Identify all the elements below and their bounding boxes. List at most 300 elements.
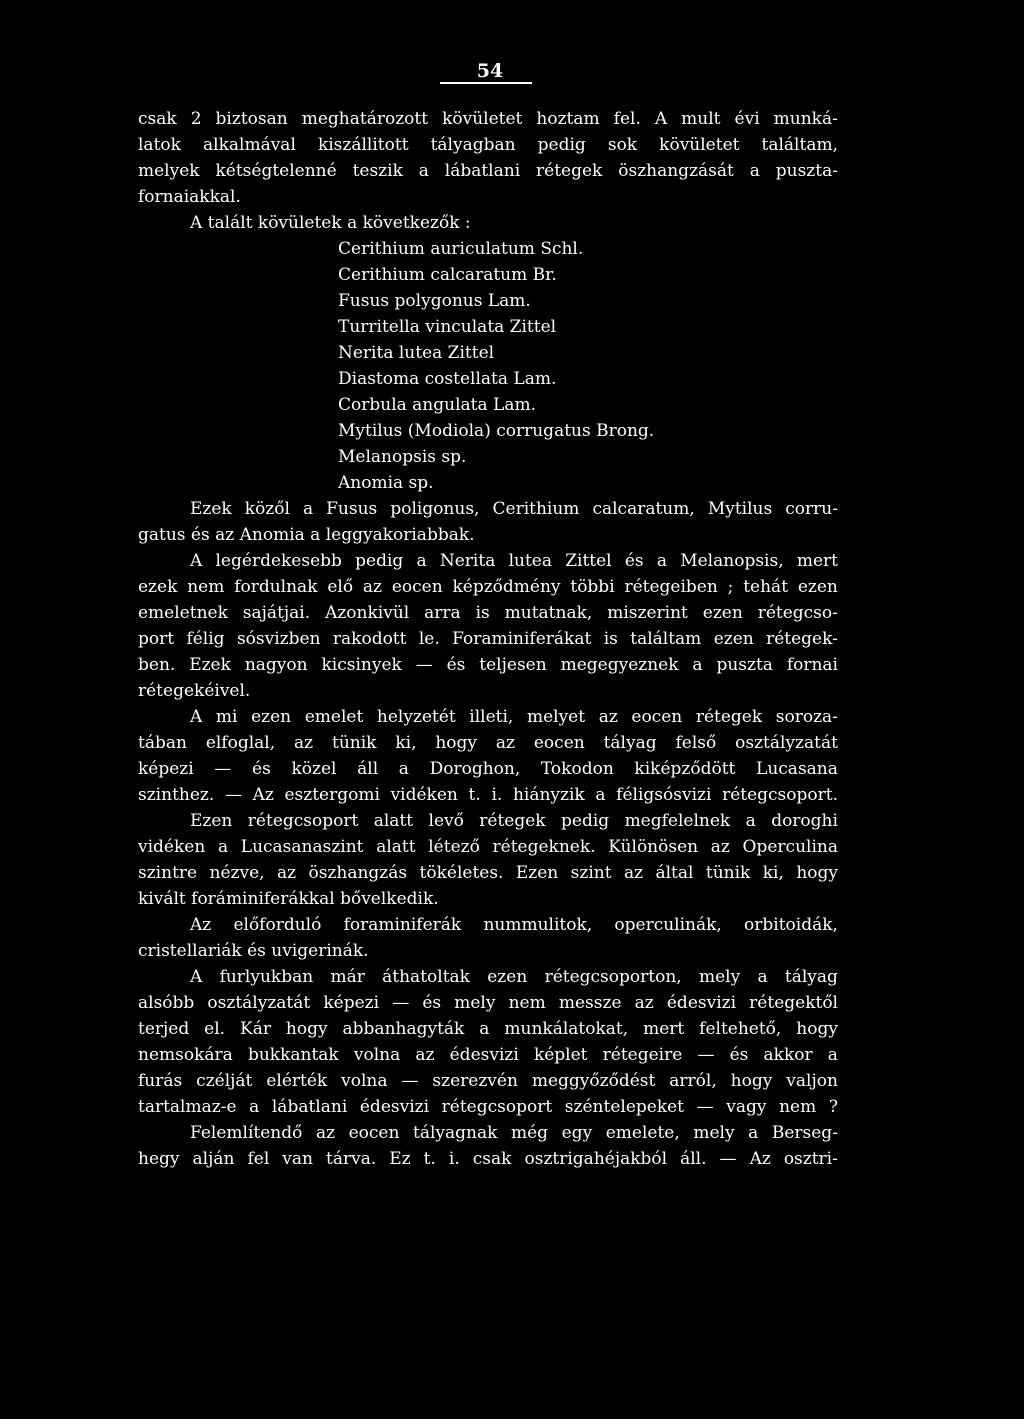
word: sósvizben [236, 629, 321, 649]
word: Az [190, 915, 212, 935]
word: meghatározott [301, 109, 429, 129]
word: levő [428, 811, 464, 831]
word: — [401, 1071, 419, 1091]
word: féligsósvizi [616, 785, 712, 805]
word: mert [643, 1019, 685, 1039]
word: mutatnak, [504, 603, 593, 623]
word: — [719, 1149, 737, 1169]
word: arról, [669, 1071, 717, 1091]
fossil-list-item [138, 366, 838, 392]
word: tünik [331, 733, 377, 753]
word: hogy [285, 1019, 328, 1039]
word: édesvizi [359, 1097, 430, 1117]
word: fel [247, 1149, 270, 1169]
text-line [138, 132, 838, 158]
word: rétegek [479, 811, 546, 831]
fossil-list-item [138, 262, 838, 288]
word: sajátjai. [242, 603, 311, 623]
word: nummulitok, [483, 915, 593, 935]
word: teljesen [479, 655, 547, 675]
word: Operculina [742, 837, 838, 857]
word: vidéken [138, 837, 206, 857]
word: van [282, 1149, 313, 1169]
word: orbitoidák, [744, 915, 838, 935]
word: Berseg- [771, 1123, 838, 1143]
word: közől [244, 499, 290, 519]
word: édesvizi [666, 993, 737, 1013]
word: megfelelnek [624, 811, 731, 831]
text-line [138, 782, 838, 808]
text-line-content: rétegekéivel. [138, 681, 251, 701]
word: mert [796, 551, 838, 571]
word: Különösen [608, 837, 699, 857]
word: többi [570, 577, 615, 597]
word: lutea [508, 551, 552, 571]
word: rétegcso- [757, 603, 838, 623]
word: ki, [762, 863, 784, 883]
word: — [696, 1097, 714, 1117]
text-line [138, 964, 838, 990]
word: Az [749, 1149, 771, 1169]
word: rétegcsoport [247, 811, 359, 831]
word: nem [187, 577, 225, 597]
word: a [757, 967, 768, 987]
text-line [138, 600, 838, 626]
fossil-list-item [138, 392, 838, 418]
word: Doroghon, [429, 759, 521, 779]
text-line-content: Turritella vinculata Zittel [338, 317, 557, 337]
text-line-content: Fusus polygonus Lam. [338, 291, 531, 311]
text-line [138, 496, 838, 522]
word: alkalmával [203, 135, 296, 155]
text-line-content: Anomia sp. [338, 473, 434, 493]
text-line [138, 990, 838, 1016]
word: csak [472, 1149, 512, 1169]
word: nagyon [244, 655, 308, 675]
word: — [392, 993, 410, 1013]
text-line [138, 158, 838, 184]
word: fornai [786, 655, 838, 675]
word: furás [138, 1071, 183, 1091]
word: poligonus, [390, 499, 480, 519]
word: ezek [138, 577, 178, 597]
text-line [138, 1094, 838, 1120]
fossil-list-item [138, 288, 838, 314]
word: alatt [376, 837, 416, 857]
word: t. [423, 1149, 436, 1169]
word: tünik [705, 863, 751, 883]
text-line [138, 860, 838, 886]
word: messze [558, 993, 622, 1013]
word: és [446, 655, 466, 675]
word: és [422, 993, 442, 1013]
word: kiképződött [634, 759, 736, 779]
word: létező [428, 837, 480, 857]
word: nem [508, 993, 546, 1013]
word: is [475, 603, 490, 623]
word: ki, [395, 733, 417, 753]
word: ezen [251, 707, 292, 727]
word: kiszállitott [317, 135, 409, 155]
text-line [138, 626, 838, 652]
word: fordulnak [234, 577, 318, 597]
text-line-content: Diastoma costellata Lam. [338, 369, 557, 389]
word: illeti, [469, 707, 514, 727]
word: az [634, 993, 654, 1013]
text-line [138, 522, 838, 548]
word: calcaratum, [592, 499, 695, 519]
word: munkálatokat, [504, 1019, 629, 1039]
word: kétségtelenné [215, 161, 337, 181]
word: i. [491, 785, 503, 805]
word: port [138, 629, 175, 649]
word: tályagnak [413, 1123, 498, 1143]
word: foraminiferák [343, 915, 462, 935]
text-line-content: Cerithium auriculatum Schl. [338, 239, 584, 259]
word: szerezvén [432, 1071, 518, 1091]
text-line [138, 1042, 838, 1068]
word: nemsokára [138, 1045, 233, 1065]
word: Fusus [326, 499, 378, 519]
word: meggyőződést [531, 1071, 656, 1091]
text-line [138, 704, 838, 730]
word: A [654, 109, 668, 129]
word: Az [252, 785, 274, 805]
word: mi [215, 707, 238, 727]
text-line [138, 574, 838, 600]
word: — [214, 759, 232, 779]
word: feltehető, [699, 1019, 782, 1039]
word: ezen [797, 577, 838, 597]
text-line-content: Cerithium calcaratum Br. [338, 265, 557, 285]
page-number: 54 [476, 60, 504, 82]
text-line [138, 756, 838, 782]
word: hogy [435, 733, 478, 753]
word: áthatoltak [382, 967, 470, 987]
word: — [697, 1045, 715, 1065]
word: még [510, 1123, 549, 1143]
fossil-list-item [138, 444, 838, 470]
word: rétegcsoporton, [544, 967, 682, 987]
word: áll [357, 759, 379, 779]
word: — [224, 785, 242, 805]
text-line [138, 938, 838, 964]
word: a [302, 499, 314, 519]
text-line [138, 886, 838, 912]
word: hogy [730, 1071, 773, 1091]
word: mely [693, 1123, 735, 1143]
word: Lucasanaszint [240, 837, 364, 857]
word: az [362, 577, 382, 597]
word: esztergomi [284, 785, 380, 805]
word: munká- [773, 109, 838, 129]
word: az [315, 1123, 336, 1143]
word: felső [675, 733, 717, 753]
word: legérdekesebb [215, 551, 342, 571]
word: operculinák, [614, 915, 722, 935]
word: képezi [138, 759, 194, 779]
word: teszik [352, 161, 403, 181]
word: hogy [796, 863, 838, 883]
word: volna [341, 1071, 388, 1091]
word: rétegeknek. [492, 837, 596, 857]
word: elő [327, 577, 354, 597]
word: Ezen [515, 863, 559, 883]
word: Mytilus [707, 499, 773, 519]
word: alján [192, 1149, 235, 1169]
word: szint [570, 863, 612, 883]
body-text [138, 106, 838, 1172]
word: kövületet [659, 135, 740, 155]
word: emelete, [605, 1123, 680, 1143]
word: rétegek [695, 707, 763, 727]
word: corru- [785, 499, 838, 519]
word: melyet [526, 707, 586, 727]
word: ezen [702, 603, 743, 623]
text-line [138, 808, 838, 834]
word: vidéken [390, 785, 458, 805]
word: lábatlani [271, 1097, 348, 1117]
word: el. [204, 1019, 226, 1039]
text-line [138, 730, 838, 756]
word: egy [561, 1123, 593, 1143]
text-line [138, 210, 838, 236]
word: ? [828, 1097, 838, 1117]
word: terjed [138, 1019, 190, 1039]
word: csak [138, 109, 177, 129]
word: Azonkivül [325, 603, 410, 623]
word: pedig [355, 551, 404, 571]
word: osztrigahéjakból [524, 1149, 668, 1169]
page-number-rule [440, 82, 532, 84]
word: tökéletes. [419, 863, 504, 883]
word: és [729, 1045, 749, 1065]
word: Melanopsis, [680, 551, 784, 571]
word: Cerithium [492, 499, 580, 519]
word: Zittel [565, 551, 612, 571]
text-line [138, 912, 838, 938]
word: pedig [561, 811, 610, 831]
word: melyek [138, 161, 200, 181]
word: a [416, 551, 427, 571]
text-line-content: fornaiakkal. [138, 187, 241, 207]
word: osztályzatát [207, 993, 311, 1013]
fossil-list-item [138, 470, 838, 496]
word: rétegek [536, 161, 603, 181]
word: mult [681, 109, 721, 129]
text-line-content: cristellariák és uvigerinák. [138, 941, 369, 961]
word: által [655, 863, 694, 883]
word: Ez [389, 1149, 411, 1169]
word: alatt [373, 811, 414, 831]
word: — [415, 655, 433, 675]
word: öszhangzás [308, 863, 408, 883]
text-line [138, 1016, 838, 1042]
word: emelet [304, 707, 364, 727]
word: áll. [680, 1149, 707, 1169]
text-line-content: Corbula angulata Lam. [338, 395, 536, 415]
word: mely [698, 967, 741, 987]
word: puszta- [775, 161, 838, 181]
word: Ezek [190, 499, 232, 519]
word: eocen [348, 1123, 400, 1143]
word: biztosan [215, 109, 288, 129]
word: az [598, 707, 618, 727]
word: elfoglal, [205, 733, 276, 753]
word: miszerint [607, 603, 688, 623]
word: helyzetét [376, 707, 456, 727]
text-line-content: Melanopsis sp. [338, 447, 467, 467]
text-line [138, 652, 838, 678]
fossil-list-item [138, 236, 838, 262]
word: osztályzatát [735, 733, 838, 753]
word: akkor [763, 1045, 813, 1065]
text-line [138, 834, 838, 860]
word: Nerita [439, 551, 496, 571]
text-line-content: A talált kövületek a következők : [190, 213, 471, 233]
word: Tokodon [540, 759, 614, 779]
word: a [749, 161, 760, 181]
word: 2 [190, 109, 202, 129]
word: az [415, 1045, 435, 1065]
text-line [138, 678, 838, 704]
word: pedig [537, 135, 586, 155]
word: a [692, 655, 703, 675]
word: ezen [713, 629, 754, 649]
word: rakodott [332, 629, 407, 649]
word: latok [138, 135, 181, 155]
word: lábatlani [444, 161, 521, 181]
word: már [330, 967, 365, 987]
word: nem [779, 1097, 817, 1117]
word: rétegektől [749, 993, 838, 1013]
word: czélját [196, 1071, 253, 1091]
fossil-list-item [138, 340, 838, 366]
word: rétegcsoport. [722, 785, 838, 805]
word: megegyeznek [560, 655, 679, 675]
word: A [190, 967, 203, 987]
word: Lucasana [756, 759, 838, 779]
text-line [138, 1068, 838, 1094]
word: A [190, 707, 203, 727]
word: Ezek [189, 655, 231, 675]
word: i. [448, 1149, 460, 1169]
text-line-content: kivált foráminiferákkal bővelkedik. [138, 889, 439, 909]
word: t. [468, 785, 481, 805]
word: A [190, 551, 203, 571]
word: elérték [266, 1071, 328, 1091]
word: Foraminiferákat [452, 629, 592, 649]
word: tárva. [326, 1149, 377, 1169]
word: a [398, 759, 409, 779]
word: és [252, 759, 271, 779]
word: ezen [487, 967, 528, 987]
word: szinthez. [138, 785, 215, 805]
word: emeletnek [138, 603, 228, 623]
word: le. [418, 629, 440, 649]
word: az [276, 863, 297, 883]
word: képződmény [452, 577, 561, 597]
word: volna [353, 1045, 401, 1065]
word: sok [607, 135, 638, 155]
word: puszta [716, 655, 773, 675]
word: a [217, 837, 229, 857]
word: eocen [391, 577, 443, 597]
text-line [138, 106, 838, 132]
word: szintre [138, 863, 198, 883]
word: az [710, 837, 730, 857]
word: osztri- [783, 1149, 838, 1169]
word: fel. [613, 109, 641, 129]
word: közel [291, 759, 337, 779]
word: a [748, 1123, 759, 1143]
word: találtam, [761, 135, 838, 155]
word: képezi [323, 993, 380, 1013]
word: az [294, 733, 314, 753]
word: kicsinyek [321, 655, 402, 675]
fossil-list-item [138, 418, 838, 444]
word: a [418, 161, 429, 181]
word: vagy [726, 1097, 767, 1117]
word: képlet [533, 1045, 588, 1065]
word: kövületet [442, 109, 523, 129]
text-line-content: gatus és az Anomia a leggyakoriabbak. [138, 525, 475, 545]
word: a [745, 811, 756, 831]
word: rétegeire [602, 1045, 683, 1065]
word: Ezen [190, 811, 233, 831]
word: hogy [796, 1019, 838, 1039]
word: hiányzik [512, 785, 585, 805]
text-line [138, 1146, 838, 1172]
word: furlyukban [219, 967, 314, 987]
text-line-content: Mytilus (Modiola) corrugatus Brong. [338, 421, 655, 441]
word: mely [454, 993, 496, 1013]
word: a [656, 551, 667, 571]
word: soroza- [775, 707, 838, 727]
word: eocen [533, 733, 585, 753]
word: rétegcsoport [441, 1097, 553, 1117]
word: is [603, 629, 618, 649]
word: édesvizi [449, 1045, 519, 1065]
fossil-list-item [138, 314, 838, 340]
word: ; [727, 577, 734, 597]
word: bukkantak [247, 1045, 339, 1065]
word: rétegek- [766, 629, 838, 649]
word: félig [186, 629, 225, 649]
word: hoztam [536, 109, 600, 129]
word: tartalmaz-e [138, 1097, 237, 1117]
word: a [827, 1045, 838, 1065]
word: alsóbb [138, 993, 195, 1013]
text-line-content: Nerita lutea Zittel [338, 343, 495, 363]
word: a [479, 1019, 490, 1039]
text-line [138, 548, 838, 574]
word: az [623, 863, 644, 883]
word: a [249, 1097, 260, 1117]
word: tában [138, 733, 187, 753]
word: széntelepeket [564, 1097, 685, 1117]
word: valjon [786, 1071, 838, 1091]
word: tehát [743, 577, 789, 597]
word: doroghi [771, 811, 838, 831]
word: hegy [138, 1149, 180, 1169]
word: rétegeiben [624, 577, 718, 597]
word: találtam [630, 629, 702, 649]
word: előforduló [233, 915, 322, 935]
word: tályagban [430, 135, 516, 155]
word: arra [424, 603, 461, 623]
text-line [138, 184, 838, 210]
